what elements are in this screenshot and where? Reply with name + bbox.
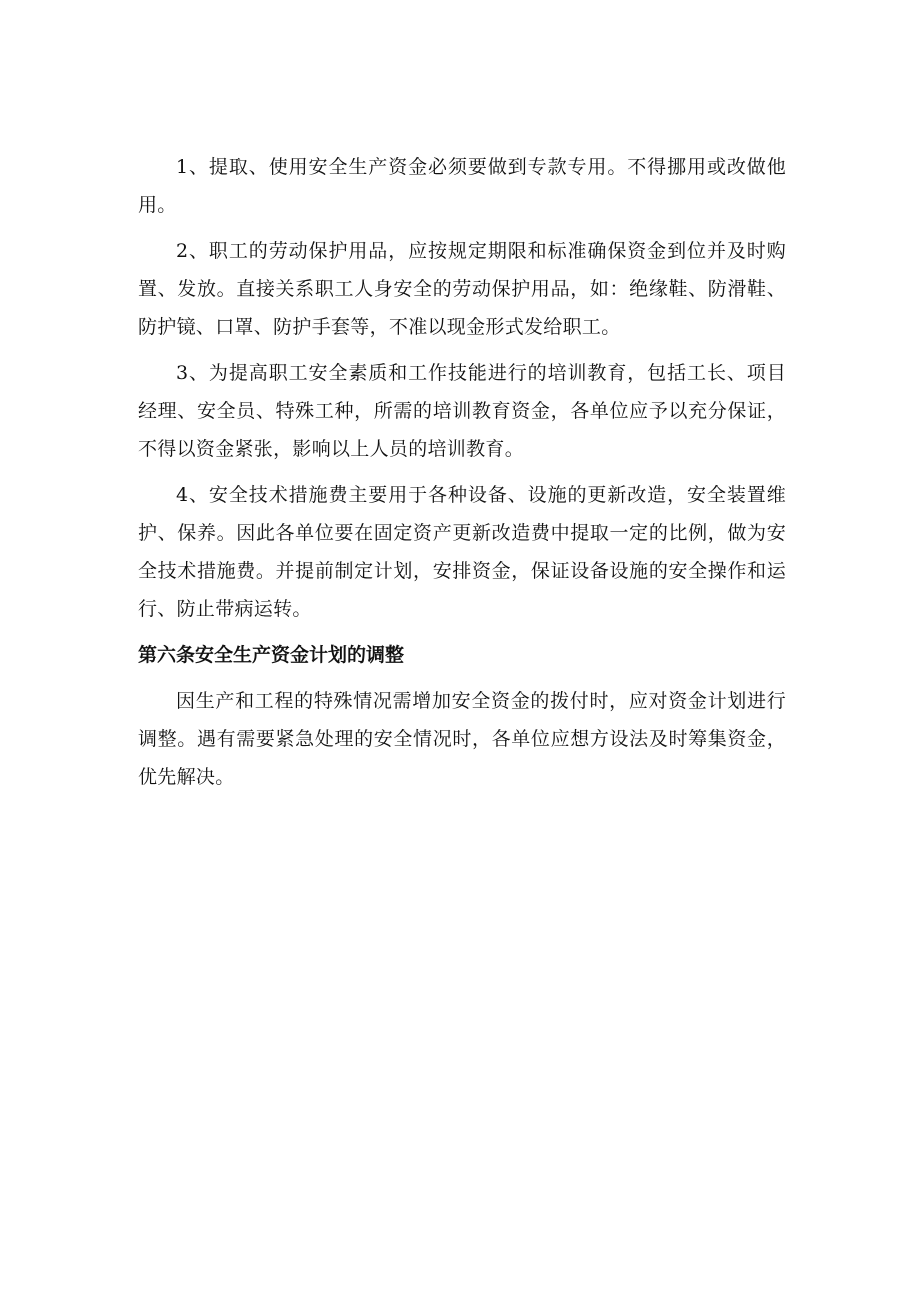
section-heading: 第六条安全生产资金计划的调整 bbox=[138, 644, 405, 666]
paragraph-item-4: 4、安全技术措施费主要用于各种设备、设施的更新改造，安全装置维护、保养。因此各单位要在固定资产更新改造费中提取一定的比例，做为安全技术措施费。并提前制定计划，安排资金，保证设备设施的安全操作和运行、防止带病运转。 bbox=[138, 484, 786, 620]
paragraph-item-2: 2、职工的劳动保护用品，应按规定期限和标准确保资金到位并及时购置、发放。直接关系职工人身安全的劳动保护用品，如：绝缘鞋、防滑鞋、防护镜、口罩、防护手套等，不准以现金形式发给职工。 bbox=[138, 240, 786, 338]
paragraph-item-3: 3、为提高职工安全素质和工作技能进行的培训教育，包括工长、项目经理、安全员、特殊工种，所需的培训教育资金，各单位应予以充分保证，不得以资金紧张，影响以上人员的培训教育。 bbox=[138, 362, 786, 460]
section-paragraph: 因生产和工程的特殊情况需增加安全资金的拨付时，应对资金计划进行调整。遇有需要紧急处理的安全情况时，各单位应想方设法及时筹集资金，优先解决。 bbox=[138, 690, 786, 788]
paragraph-item-1: 1、提取、使用安全生产资金必须要做到专款专用。不得挪用或改做他用。 bbox=[138, 156, 786, 216]
document-body bbox=[138, 148, 786, 796]
